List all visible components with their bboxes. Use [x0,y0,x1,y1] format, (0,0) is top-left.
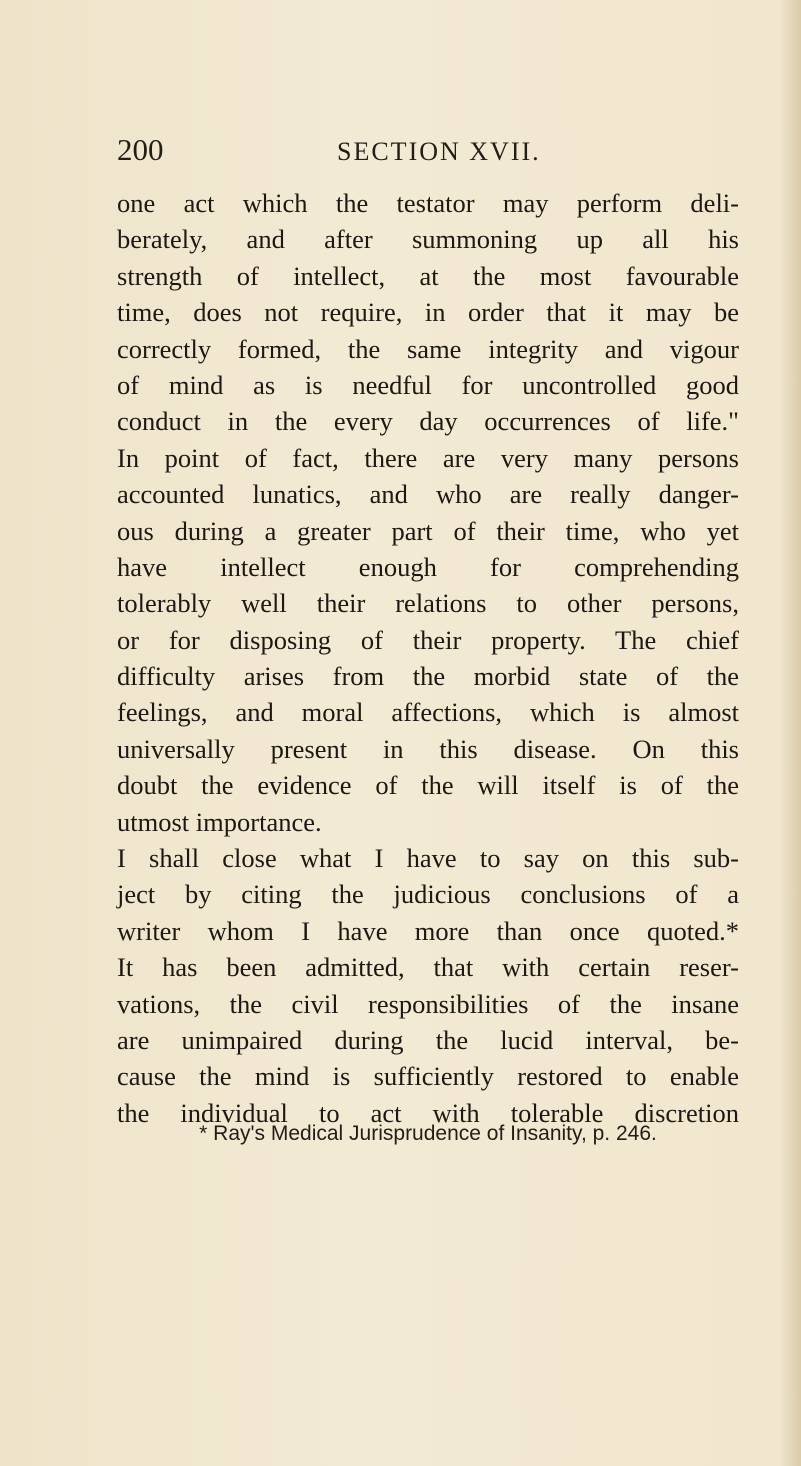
text-line: the individual to act with tolerable discretion [117,1097,739,1128]
text-line: It has been admitted, that with certain reser- [117,952,739,983]
text-line: berately, and after summoning up all his [117,224,739,255]
text-line: cause the mind is sufficiently restored to enable [117,1061,739,1092]
text-line: vations, the civil responsibilities of the insane [117,988,739,1019]
text-line: In point of fact, there are very many persons [117,442,739,473]
body-text [117,185,739,1131]
text-line: or for disposing of their property. The chief [117,624,739,655]
running-head: SECTION XVII. [337,137,541,166]
footnote: * Ray's Medical Jurisprudence of Insanity, p. 246. [199,1122,657,1145]
page-edge-shadow [779,0,801,1466]
text-line: of mind as is needful for uncontrolled good [117,369,739,400]
text-line: one act which the testator may perform deli- [117,188,739,218]
page-header [117,130,737,170]
text-line: utmost importance. [117,806,322,837]
text-line: ous during a greater part of their time, who yet [117,515,739,546]
text-line: time, does not require, in order that it may be [117,297,739,328]
text-line: are unimpaired during the lucid interval, be- [117,1024,739,1055]
text-line: writer whom I have more than once quoted.* [117,915,739,946]
text-line: accounted lunatics, and who are really danger- [117,479,739,510]
text-line: doubt the evidence of the will itself is of the [117,770,739,801]
page-number: 200 [117,132,164,167]
text-line: universally present in this disease. On this [117,733,739,764]
text-line: feelings, and moral affections, which is almost [117,697,739,728]
text-line: strength of intellect, at the most favourable [117,260,739,291]
text-line: conduct in the every day occurrences of life." [117,406,739,437]
text-line: ject by citing the judicious conclusions of a [117,879,739,910]
text-line: I shall close what I have to say on this sub- [117,843,739,874]
text-line: tolerably well their relations to other persons, [117,588,739,619]
text-line: have intellect enough for comprehending [117,551,739,582]
text-line: difficulty arises from the morbid state of the [117,661,739,692]
text-line: correctly formed, the same integrity and vigour [117,333,739,364]
